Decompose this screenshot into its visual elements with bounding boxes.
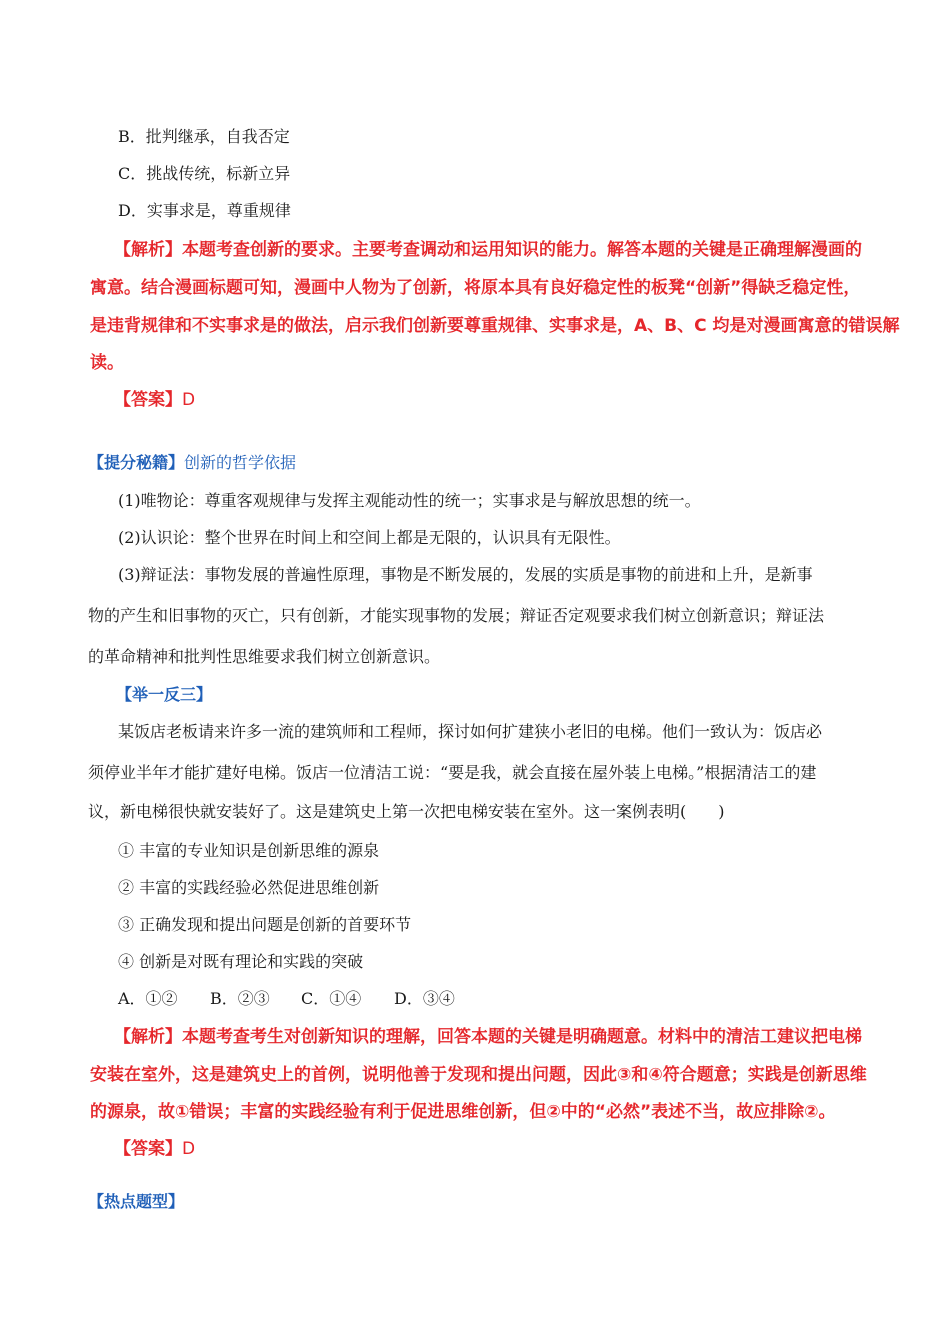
stem-line: 议，新电梯很快就安装好了。这是建筑史上第一次把电梯安装在室外。这一案例表明( ) <box>88 802 725 821</box>
option-d: D．实事求是，尊重规律 <box>118 201 291 220</box>
choice-b: B．②③ <box>210 989 270 1008</box>
analysis-line: 寓意。结合漫画标题可知，漫画中人物为了创新，将原本具有良好稳定性的板凳“创新”得缺乏稳定性， <box>90 278 861 298</box>
stem-line: 某饭店老板请来许多一流的建筑师和工程师，探讨如何扩建狭小老旧的电梯。他们一致认为：饭店必 <box>118 722 823 741</box>
statement-4: ④ 创新是对既有理论和实践的突破 <box>118 952 364 971</box>
tips-item-3-line: (3)辩证法：事物发展的普遍性原理，事物是不断发展的，发展的实质是事物的前进和上升，是新事 <box>118 565 813 584</box>
tips-item-2: (2)认识论：整个世界在时间上和空间上都是无限的，认识具有无限性。 <box>118 528 621 547</box>
example-tag: 【举一反三】 <box>116 685 213 704</box>
analysis-line: 的源泉，故①错误；丰富的实践经验有利于促进思维创新，但②中的“必然”表述不当，故应排除②。 <box>90 1102 836 1122</box>
statement-1: ① 丰富的专业知识是创新思维的源泉 <box>118 841 380 860</box>
tips-item-1: (1)唯物论：尊重客观规律与发挥主观能动性的统一；实事求是与解放思想的统一。 <box>118 491 701 510</box>
option-c: C．挑战传统，标新立异 <box>118 164 291 183</box>
answer-line <box>114 1136 195 1162</box>
analysis-line: 读。 <box>90 353 124 373</box>
analysis-text: 本题考查创新的要求。主要考查调动和运用知识的能力。解答本题的关键是正确理解漫画的 <box>182 240 862 260</box>
choice-c: C．①④ <box>301 989 362 1008</box>
tips-tag: 【提分秘籍】 <box>88 453 185 472</box>
choice-a: A．①② <box>118 989 178 1008</box>
answer-value: D <box>182 390 196 410</box>
analysis-line <box>114 1024 862 1050</box>
answer-value: D <box>182 1139 196 1159</box>
analysis-line: 安装在室外，这是建筑史上的首例，说明他善于发现和提出问题，因此③和④符合题意；实践是创新思维 <box>90 1065 867 1085</box>
hot-topics-tag: 【热点题型】 <box>88 1192 185 1211</box>
statement-2: ② 丰富的实践经验必然促进思维创新 <box>118 878 380 897</box>
analysis-line <box>114 237 862 263</box>
stem-line: 须停业半年才能扩建好电梯。饭店一位清洁工说：“要是我，就会直接在屋外装上电梯。”根据清洁工的建 <box>88 763 817 782</box>
answer-line <box>114 387 195 413</box>
tips-title: 创新的哲学依据 <box>184 453 297 472</box>
analysis-tag: 【解析】 <box>114 240 182 260</box>
analysis-text: 本题考查考生对创新知识的理解，回答本题的关键是明确题意。材料中的清洁工建议把电梯 <box>182 1027 862 1047</box>
tips-item-3-line: 物的产生和旧事物的灭亡，只有创新，才能实现事物的发展；辩证否定观要求我们树立创新意识；辩证法 <box>88 606 825 625</box>
choice-d: D．③④ <box>394 989 455 1008</box>
statement-3: ③ 正确发现和提出问题是创新的首要环节 <box>118 915 412 934</box>
analysis-tag: 【解析】 <box>114 1027 182 1047</box>
answer-tag: 【答案】 <box>114 1139 182 1159</box>
option-b: B．批判继承，自我否定 <box>118 127 290 146</box>
tips-heading <box>88 452 296 474</box>
analysis-line: 是违背规律和不实事求是的做法，启示我们创新要尊重规律、实事求是，A、B、C 均是对漫画寓意的错误解 <box>90 316 900 336</box>
tips-item-3-line: 的革命精神和批判性思维要求我们树立创新意识。 <box>88 647 441 666</box>
answer-tag: 【答案】 <box>114 390 182 410</box>
